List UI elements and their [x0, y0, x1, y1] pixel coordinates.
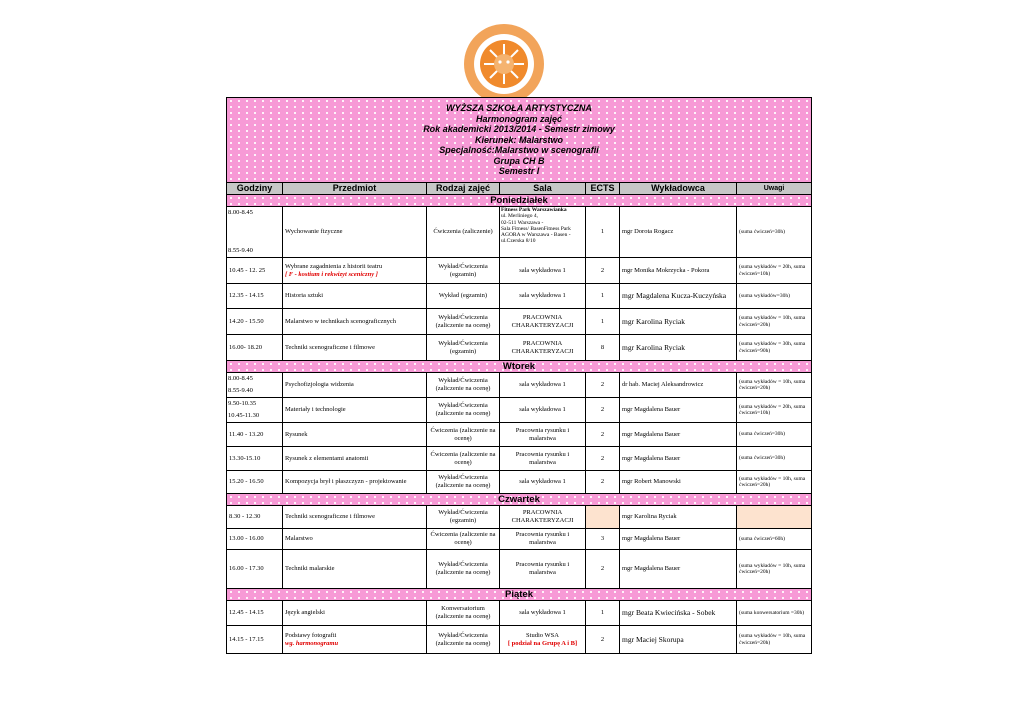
type-cell: Ćwiczenia (zaliczenie na ocenę)	[427, 447, 500, 470]
subject-cell	[283, 258, 427, 283]
lecturer-cell: mgr Karolina Ryciak	[620, 309, 737, 334]
time-cell: 8.30 - 12.30	[227, 506, 283, 528]
time-cell: 14.20 - 15.50	[227, 309, 283, 334]
lecturer-cell: mgr Magdalena Bauer	[620, 423, 737, 446]
table-row	[227, 506, 811, 529]
sala-line: Sala Fitness/ BasenFitness Park	[501, 225, 571, 232]
lecturer-cell: mgr Beata Kwiecińska - Sobek	[620, 601, 737, 625]
sala-cell: sala wykładowa 1	[500, 601, 586, 625]
notes-cell: (suma wykładów = 10h, suma ćwiczeń=20h)	[739, 633, 806, 646]
sala-cell: sala wykładowa 1	[500, 471, 586, 493]
sala-cell: sala wykładowa 1	[500, 258, 586, 283]
type-cell: Wykład/Ćwiczenia (egzamin)	[427, 335, 500, 360]
sala-cell: sala wykładowa 1	[500, 398, 586, 422]
col-uwagi: Uwagi	[763, 185, 785, 192]
lecturer-cell: mgr Monika Mokrzycka - Pokora	[620, 258, 737, 283]
col-przedmiot: Przedmiot	[283, 183, 427, 194]
time-start: 8.00-8.45	[228, 375, 253, 382]
table-row	[227, 626, 811, 653]
type-cell: Wykład/Ćwiczenia (zaliczenie na ocenę)	[427, 626, 500, 653]
lecturer-cell: mgr Magdalena Bauer	[620, 447, 737, 470]
notes-cell: (suma wykładów=30h)	[739, 292, 790, 299]
sala-line: ul.Czerska 8/10	[501, 238, 536, 245]
time-cell: 12.35 - 14.15	[227, 284, 283, 308]
sala-cell: Pracownia rysunku i malarstwa	[500, 529, 586, 549]
sala-cell: Pracownia rysunku i malarstwa	[500, 550, 586, 588]
subject-cell: Techniki malarskie	[283, 550, 427, 588]
subject-name: Wybrane zagadnienia z historii teatru	[285, 262, 383, 270]
header-line-specialty: Specjalność:Malarstwo w scenografii	[439, 145, 599, 156]
header-line-title: Harmonogram zajęć	[475, 113, 563, 124]
sala-note: [ podział na Grupę A i B]	[507, 639, 578, 647]
notes-cell: (suma wykładów = 20h, suma ćwiczeń=10h)	[739, 264, 806, 277]
ects-cell: 2	[586, 423, 620, 446]
day-header-thursday: Czwartek	[227, 494, 811, 506]
subject-cell: Historia sztuki	[283, 284, 427, 308]
time-cell: 12.45 - 14.15	[227, 601, 283, 625]
ects-cell: 1	[586, 601, 620, 625]
header-line-group: Grupa CH B	[493, 155, 545, 166]
subject-cell: Techniki scenograficzne i filmowe	[283, 506, 427, 528]
ects-cell: 2	[586, 471, 620, 493]
table-row	[227, 207, 811, 258]
table-row	[227, 529, 811, 550]
table-row	[227, 284, 811, 309]
sala-line: ul. Merliniego 4,	[501, 213, 538, 220]
lecturer-cell: mgr Magdalena Bauer	[620, 398, 737, 422]
subject-cell: Psychofizjologia widzenia	[283, 373, 427, 397]
header-line-school: WYŻSZA SZKOŁA ARTYSTYCZNA	[446, 103, 592, 114]
notes-cell: (suma ćwiczeń=30h)	[739, 228, 786, 235]
ects-cell: 2	[586, 398, 620, 422]
ects-cell: 2	[586, 373, 620, 397]
type-cell: Ćwiczenia (zaliczenie)	[427, 207, 500, 257]
sala-name: Studio WSA	[526, 631, 559, 639]
type-cell: Wykład (egzamin)	[427, 284, 500, 308]
subject-note: [ F - kostium i rekwizyt sceniczny ]	[285, 270, 378, 278]
subject-cell	[283, 626, 427, 653]
table-row	[227, 373, 811, 398]
notes-cell: (suma wykładów = 10h, suma ćwiczeń=20h)	[739, 315, 806, 328]
subject-cell: Język angielski	[283, 601, 427, 625]
school-logo	[462, 22, 546, 106]
sala-line: 02-511 Warszawa -	[501, 219, 544, 226]
col-sala: Sala	[500, 183, 586, 194]
sala-cell: Pracownia rysunku i malarstwa	[500, 447, 586, 470]
time-cell: 16.00- 18.20	[227, 335, 283, 360]
sala-line: AGORA w Warszawa - Basen -	[501, 232, 571, 239]
lecturer-cell: mgr Magdalena Kucza-Kuczyńska	[620, 284, 737, 308]
ects-cell: 2	[586, 447, 620, 470]
time-cell	[227, 207, 283, 257]
table-row	[227, 471, 811, 494]
lecturer-cell: mgr Robert Manowski	[620, 471, 737, 493]
ects-cell: 3	[586, 529, 620, 549]
sala-cell	[500, 207, 586, 257]
table-row	[227, 335, 811, 361]
day-header-friday: Piątek	[227, 589, 811, 601]
subject-cell: Malarstwo	[283, 529, 427, 549]
type-cell: Konwersatorium (zaliczenie na ocenę)	[427, 601, 500, 625]
subject-cell: Wychowanie fizyczne	[283, 207, 427, 257]
table-row	[227, 601, 811, 626]
time-cell: 16.00 - 17.30	[227, 550, 283, 588]
time-cell: 13.30-15.10	[227, 447, 283, 470]
sala-cell: sala wykładowa 1	[500, 284, 586, 308]
sala-cell: PRACOWNIA CHARAKTERYZACJI	[500, 335, 586, 360]
ects-cell: 8	[586, 335, 620, 360]
ects-cell: 2	[586, 550, 620, 588]
lecturer-cell: mgr Maciej Skorupa	[620, 626, 737, 653]
sala-cell: Pracownia rysunku i malarstwa	[500, 423, 586, 446]
ects-cell: 1	[586, 284, 620, 308]
subject-note: wg. harmonogramu	[285, 639, 339, 647]
sala-cell: PRACOWNIA CHARAKTERYZACJI	[500, 309, 586, 334]
lecturer-cell: mgr Karolina Ryciak	[620, 506, 737, 528]
type-cell: Ćwiczenia (zaliczenie na ocenę)	[427, 529, 500, 549]
time-start: 8.00-8.45	[228, 209, 253, 216]
subject-cell: Materiały i technologie	[283, 398, 427, 422]
day-header-tuesday: Wtorek	[227, 361, 811, 373]
time-start: 9.50-10.35	[228, 400, 257, 407]
header-line-semester: Semestr I	[498, 166, 540, 177]
time-cell	[227, 373, 283, 397]
ects-cell: 2	[586, 258, 620, 283]
ects-cell	[586, 506, 620, 528]
lecturer-cell: mgr Karolina Ryciak	[620, 335, 737, 360]
col-wykladowca: Wykładowca	[620, 183, 737, 194]
subject-cell: Rysunek z elementami anatomii	[283, 447, 427, 470]
lecturer-cell: mgr Magdalena Bauer	[620, 529, 737, 549]
table-row	[227, 550, 811, 589]
time-end: 8.55-9.40	[228, 247, 253, 254]
time-cell: 10.45 - 12. 25	[227, 258, 283, 283]
col-ects: ECTS	[586, 183, 620, 194]
notes-cell	[737, 506, 811, 528]
subject-cell: Kompozycja brył i płaszczyzn - projektowanie	[283, 471, 427, 493]
type-cell: Wykład/Ćwiczenia (zaliczenie na ocenę)	[427, 471, 500, 493]
type-cell: Wykład/Ćwiczenia (zaliczenie na ocenę)	[427, 550, 500, 588]
sala-cell: sala wykładowa 1	[500, 373, 586, 397]
table-row	[227, 309, 811, 335]
table-row	[227, 258, 811, 284]
table-row	[227, 447, 811, 471]
time-cell: 14.15 - 17.15	[227, 626, 283, 653]
type-cell: Wykład/Ćwiczenia (egzamin)	[427, 258, 500, 283]
notes-cell: (suma konwersatorium =30h)	[739, 609, 805, 616]
subject-cell: Rysunek	[283, 423, 427, 446]
notes-cell: (suma ćwiczeń=30h)	[739, 431, 786, 438]
time-cell: 11.40 - 13.20	[227, 423, 283, 446]
time-end: 10.45-11.30	[228, 412, 260, 419]
lecturer-cell: mgr Dorota Rogacz	[620, 207, 737, 257]
col-rodzaj: Rodzaj zajęć	[427, 183, 500, 194]
column-headers	[227, 183, 811, 195]
time-end: 8.55-9.40	[228, 387, 253, 394]
sala-line: Fitness Park Warszawianka	[501, 207, 567, 213]
type-cell: Ćwiczenia (zaliczenie na ocenę)	[427, 423, 500, 446]
header-line-direction: Kierunek: Malarstwo	[474, 134, 564, 145]
time-cell: 15.20 - 16.50	[227, 471, 283, 493]
type-cell: Wykład/Ćwiczenia (egzamin)	[427, 506, 500, 528]
sala-cell	[500, 626, 586, 653]
sala-cell: PRACOWNIA CHARAKTERYZACJI	[500, 506, 586, 528]
time-cell	[227, 398, 283, 422]
table-row	[227, 423, 811, 447]
type-cell: Wykład/Ćwiczenia (zaliczenie na ocenę)	[427, 398, 500, 422]
notes-cell: (suma wykładów = 30h, suma ćwiczeń=90h)	[739, 341, 806, 354]
day-header-monday: Poniedziałek	[227, 195, 811, 207]
notes-cell: (suma wykładów = 10h, suma ćwiczeń=20h)	[739, 562, 806, 575]
ects-cell: 1	[586, 207, 620, 257]
lecturer-cell: mgr Magdalena Bauer	[620, 550, 737, 588]
type-cell: Wykład/Ćwiczenia (zaliczenie na ocenę)	[427, 373, 500, 397]
subject-cell: Malarstwo w technikach scenograficznych	[283, 309, 427, 334]
table-row	[227, 398, 811, 423]
subject-cell: Techniki scenograficzne i filmowe	[283, 335, 427, 360]
lecturer-cell: dr hab. Maciej Aleksandrowicz	[620, 373, 737, 397]
notes-cell: (suma wykładów = 10h, suma ćwiczeń=20h)	[739, 378, 806, 391]
ects-cell: 2	[586, 626, 620, 653]
ects-cell: 1	[586, 309, 620, 334]
notes-cell: (suma ćwiczeń=60h)	[739, 535, 786, 542]
schedule-document	[226, 97, 812, 654]
header-line-year: Rok akademicki 2013/2014 - Semestr zimowy	[423, 124, 615, 135]
notes-cell: (suma wykładów = 20h, suma ćwiczeń=10h)	[739, 403, 806, 416]
schedule-header	[227, 98, 811, 183]
notes-cell: (suma wykładów = 10h, suma ćwiczeń=20h)	[739, 475, 806, 488]
time-cell: 13.00 - 16.00	[227, 529, 283, 549]
subject-name: Podstawy fotografii	[285, 631, 337, 639]
col-godziny: Godziny	[227, 183, 283, 194]
type-cell: Wykład/Ćwiczenia (zaliczenie na ocenę)	[427, 309, 500, 334]
notes-cell: (suma ćwiczeń=30h)	[739, 455, 786, 462]
